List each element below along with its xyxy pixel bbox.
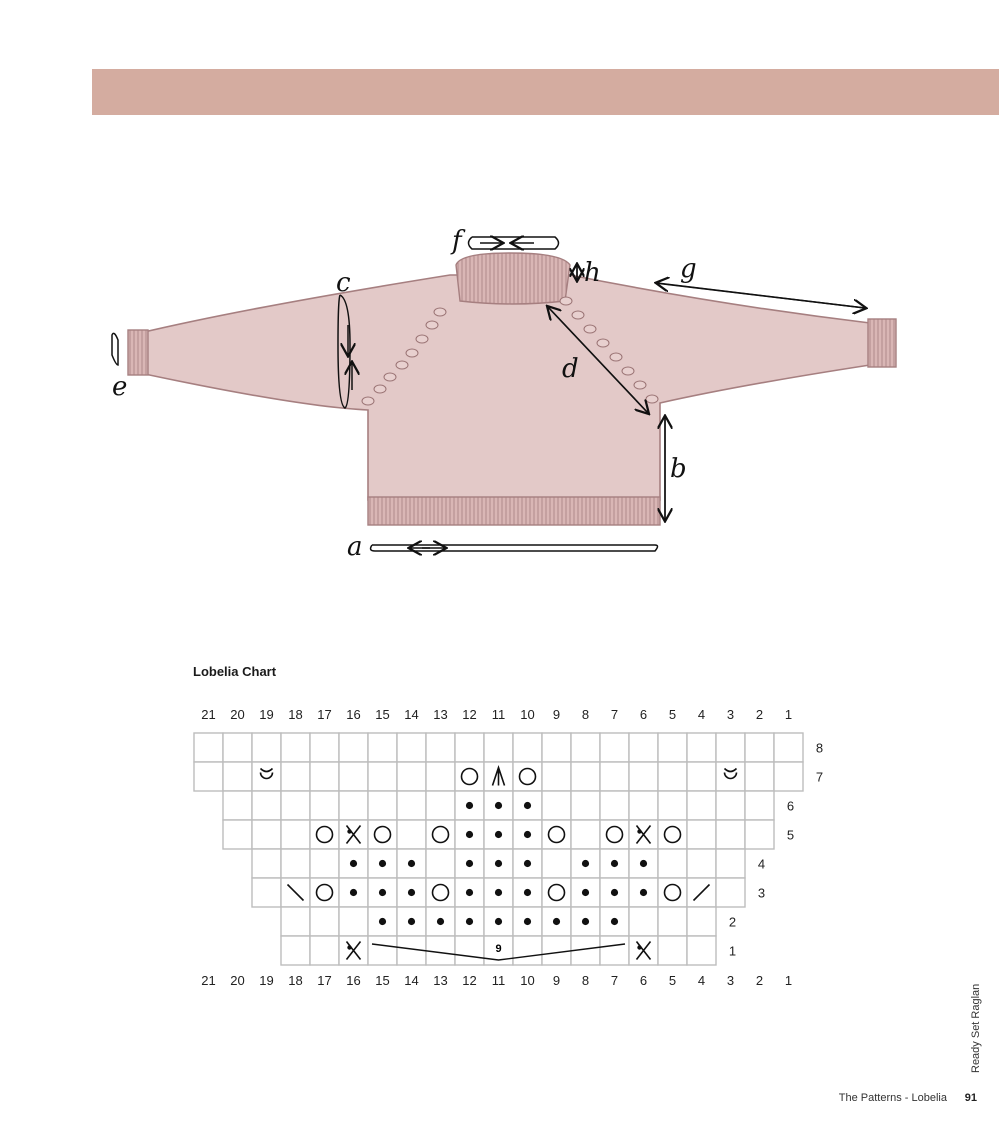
col-number-top: 16 (346, 707, 361, 722)
chart-cell (310, 762, 339, 791)
chart-cell (426, 791, 455, 820)
chart-cell (542, 791, 571, 820)
col-number-bottom: 4 (697, 973, 706, 988)
chart-cell (658, 936, 687, 965)
purl-dot (524, 802, 531, 809)
col-number-top: 8 (581, 707, 590, 722)
hem-ribbing (368, 497, 660, 525)
collar (456, 253, 570, 304)
chart-cell (716, 733, 745, 762)
col-number-bottom: 14 (404, 973, 419, 988)
row-number: 5 (786, 827, 795, 843)
col-number-top: 7 (610, 707, 619, 722)
chart-cell (571, 762, 600, 791)
purl-dot (495, 889, 502, 896)
lobelia-chart (180, 700, 840, 1000)
chart-cell (455, 936, 484, 965)
chart-cell (194, 762, 223, 791)
bobble-dot (347, 829, 351, 833)
chart-cell (455, 733, 484, 762)
purl-dot (466, 860, 473, 867)
chart-cell (339, 733, 368, 762)
chart-cell (745, 791, 774, 820)
col-number-bottom: 11 (491, 973, 506, 988)
chart-cell (310, 791, 339, 820)
purl-dot (350, 860, 357, 867)
col-number-bottom: 21 (201, 973, 216, 988)
col-number-top: 13 (433, 707, 448, 722)
col-number-top: 11 (491, 707, 506, 722)
chart-cell (397, 791, 426, 820)
label-e: e (112, 372, 128, 402)
col-number-bottom: 2 (755, 973, 764, 988)
chart-cell (716, 849, 745, 878)
page-number: 91 (964, 1092, 977, 1104)
col-number-bottom: 8 (581, 973, 590, 988)
chart-cell (542, 733, 571, 762)
chart-cell (252, 733, 281, 762)
purl-dot (350, 889, 357, 896)
purl-dot (466, 831, 473, 838)
header-band (92, 69, 999, 115)
bobble-dot (637, 945, 641, 949)
chart-cell (368, 791, 397, 820)
chart-cell (774, 762, 803, 791)
chart-cell (658, 762, 687, 791)
purl-dot (408, 889, 415, 896)
col-number-top: 1 (784, 707, 793, 722)
chart-cell (194, 733, 223, 762)
label-h: h (584, 258, 601, 288)
purl-dot (524, 831, 531, 838)
chart-cell (600, 733, 629, 762)
left-cuff (128, 330, 148, 375)
row-number: 6 (786, 798, 795, 814)
row-number: 8 (815, 740, 824, 756)
purl-dot (582, 860, 589, 867)
col-number-top: 15 (375, 707, 390, 722)
chart-cell (716, 820, 745, 849)
chart-cell (397, 820, 426, 849)
chart-cell (252, 820, 281, 849)
chart-cell (484, 733, 513, 762)
col-number-bottom: 7 (610, 973, 619, 988)
chart-cell (281, 791, 310, 820)
chart-cell (310, 878, 339, 907)
chart-cell (223, 820, 252, 849)
purl-dot (495, 860, 502, 867)
chart-cell (745, 733, 774, 762)
purl-dot (582, 918, 589, 925)
chart-cell (629, 762, 658, 791)
purl-dot (611, 889, 618, 896)
chart-cell (281, 936, 310, 965)
row-number: 3 (757, 885, 766, 901)
purl-dot (379, 889, 386, 896)
col-number-bottom: 9 (552, 973, 561, 988)
col-number-bottom: 12 (462, 973, 477, 988)
chart-cell (252, 878, 281, 907)
chart-cell (397, 733, 426, 762)
chart-cell (455, 762, 484, 791)
col-number-bottom: 5 (668, 973, 677, 988)
bobble-dot (347, 945, 351, 949)
chart-cell (716, 762, 745, 791)
chart-cell (571, 733, 600, 762)
chart-cell (629, 791, 658, 820)
chart-cell (542, 820, 571, 849)
purl-dot (553, 918, 560, 925)
right-cuff (868, 319, 896, 367)
col-number-bottom: 1 (784, 973, 793, 988)
chart-cell (281, 762, 310, 791)
footer-section: The Patterns - Lobelia (838, 1092, 947, 1104)
chart-cell (658, 849, 687, 878)
purl-dot (466, 802, 473, 809)
chart-cell (716, 878, 745, 907)
col-number-bottom: 15 (375, 973, 390, 988)
chart-cell (252, 762, 281, 791)
chart-cell (658, 878, 687, 907)
chart-cell (658, 733, 687, 762)
chart-cell (687, 936, 716, 965)
chart-cell (745, 820, 774, 849)
col-number-top: 3 (726, 707, 735, 722)
purl-dot (611, 860, 618, 867)
chart-cell (542, 936, 571, 965)
chart-cell (571, 820, 600, 849)
chart-title: Lobelia Chart (193, 664, 277, 679)
chart-cell (426, 762, 455, 791)
chart-cell (600, 936, 629, 965)
col-number-bottom: 13 (433, 973, 448, 988)
col-number-bottom: 19 (259, 973, 274, 988)
chart-cell (368, 733, 397, 762)
sweater-body (140, 275, 870, 500)
bobble-dot (637, 829, 641, 833)
chart-cell (687, 762, 716, 791)
col-number-top: 10 (520, 707, 535, 722)
chart-cell (310, 907, 339, 936)
chart-cell (339, 791, 368, 820)
col-number-top: 20 (230, 707, 245, 722)
col-number-bottom: 16 (346, 973, 361, 988)
chart-cell (368, 762, 397, 791)
chart-cell (426, 849, 455, 878)
chart-cell (281, 907, 310, 936)
purl-dot (495, 802, 502, 809)
col-number-bottom: 10 (520, 973, 535, 988)
chart-cell (542, 878, 571, 907)
col-number-top: 21 (201, 707, 216, 722)
chart-cell (542, 849, 571, 878)
chart-cell (281, 820, 310, 849)
chart-cell (310, 936, 339, 965)
chart-cell (629, 733, 658, 762)
chart-cell (687, 733, 716, 762)
chart-cell (281, 849, 310, 878)
col-number-top: 19 (259, 707, 274, 722)
chart-cell (223, 791, 252, 820)
col-number-top: 12 (462, 707, 477, 722)
label-b: b (670, 454, 687, 484)
label-g: g (680, 254, 697, 284)
chart-cell (223, 762, 252, 791)
chart-cell (426, 878, 455, 907)
col-number-bottom: 3 (726, 973, 735, 988)
chart-cell (600, 762, 629, 791)
chart-cell (368, 820, 397, 849)
chart-cell (687, 849, 716, 878)
chart-cell (513, 733, 542, 762)
chart-cell (368, 936, 397, 965)
chart-cell (281, 733, 310, 762)
chart-cell (658, 791, 687, 820)
chart-cell (745, 762, 774, 791)
chart-cell (600, 820, 629, 849)
chart-cell (310, 733, 339, 762)
purl-dot (437, 918, 444, 925)
purl-dot (640, 860, 647, 867)
chart-cell (426, 820, 455, 849)
chart-cell (513, 936, 542, 965)
label-d: d (562, 354, 579, 384)
purl-dot (408, 918, 415, 925)
chart-cell (716, 791, 745, 820)
chart-cell (252, 849, 281, 878)
chart-cell (223, 733, 252, 762)
chart-cell (542, 762, 571, 791)
col-number-top: 2 (755, 707, 764, 722)
chart-cell (426, 733, 455, 762)
col-number-top: 18 (288, 707, 303, 722)
label-c: c (336, 268, 351, 298)
span-label: 9 (495, 943, 502, 955)
chart-cell (310, 849, 339, 878)
chart-cell (397, 762, 426, 791)
purl-dot (524, 889, 531, 896)
label-a: a (347, 532, 363, 562)
col-number-top: 6 (639, 707, 648, 722)
chart-cell (252, 791, 281, 820)
purl-dot (640, 889, 647, 896)
col-number-top: 4 (697, 707, 706, 722)
purl-dot (466, 889, 473, 896)
purl-dot (524, 860, 531, 867)
purl-dot (408, 860, 415, 867)
label-f: f (452, 226, 462, 256)
purl-dot (582, 889, 589, 896)
chart-cell (687, 820, 716, 849)
sweater-schematic (100, 215, 920, 565)
row-number: 2 (728, 914, 737, 930)
purl-dot (379, 918, 386, 925)
purl-dot (524, 918, 531, 925)
purl-dot (466, 918, 473, 925)
row-number: 7 (815, 769, 824, 785)
chart-cell (658, 907, 687, 936)
chart-cell (600, 791, 629, 820)
chart-cell (658, 820, 687, 849)
chart-cell (571, 791, 600, 820)
purl-dot (495, 918, 502, 925)
chart-cell (629, 907, 658, 936)
row-number: 4 (757, 856, 766, 872)
chart-cell (339, 762, 368, 791)
col-number-top: 5 (668, 707, 677, 722)
purl-dot (379, 860, 386, 867)
purl-dot (495, 831, 502, 838)
col-number-bottom: 6 (639, 973, 648, 988)
chart-cell (310, 820, 339, 849)
chart-cell (426, 936, 455, 965)
col-number-top: 9 (552, 707, 561, 722)
chart-cell (687, 907, 716, 936)
col-number-bottom: 20 (230, 973, 245, 988)
col-number-bottom: 17 (317, 973, 332, 988)
col-number-top: 17 (317, 707, 332, 722)
row-number: 1 (728, 943, 737, 959)
purl-dot (611, 918, 618, 925)
side-title: Ready Set Raglan (970, 983, 982, 1073)
col-number-top: 14 (404, 707, 419, 722)
chart-cell (774, 733, 803, 762)
chart-cell (513, 762, 542, 791)
col-number-bottom: 18 (288, 973, 303, 988)
chart-cell (339, 907, 368, 936)
chart-cell (687, 791, 716, 820)
